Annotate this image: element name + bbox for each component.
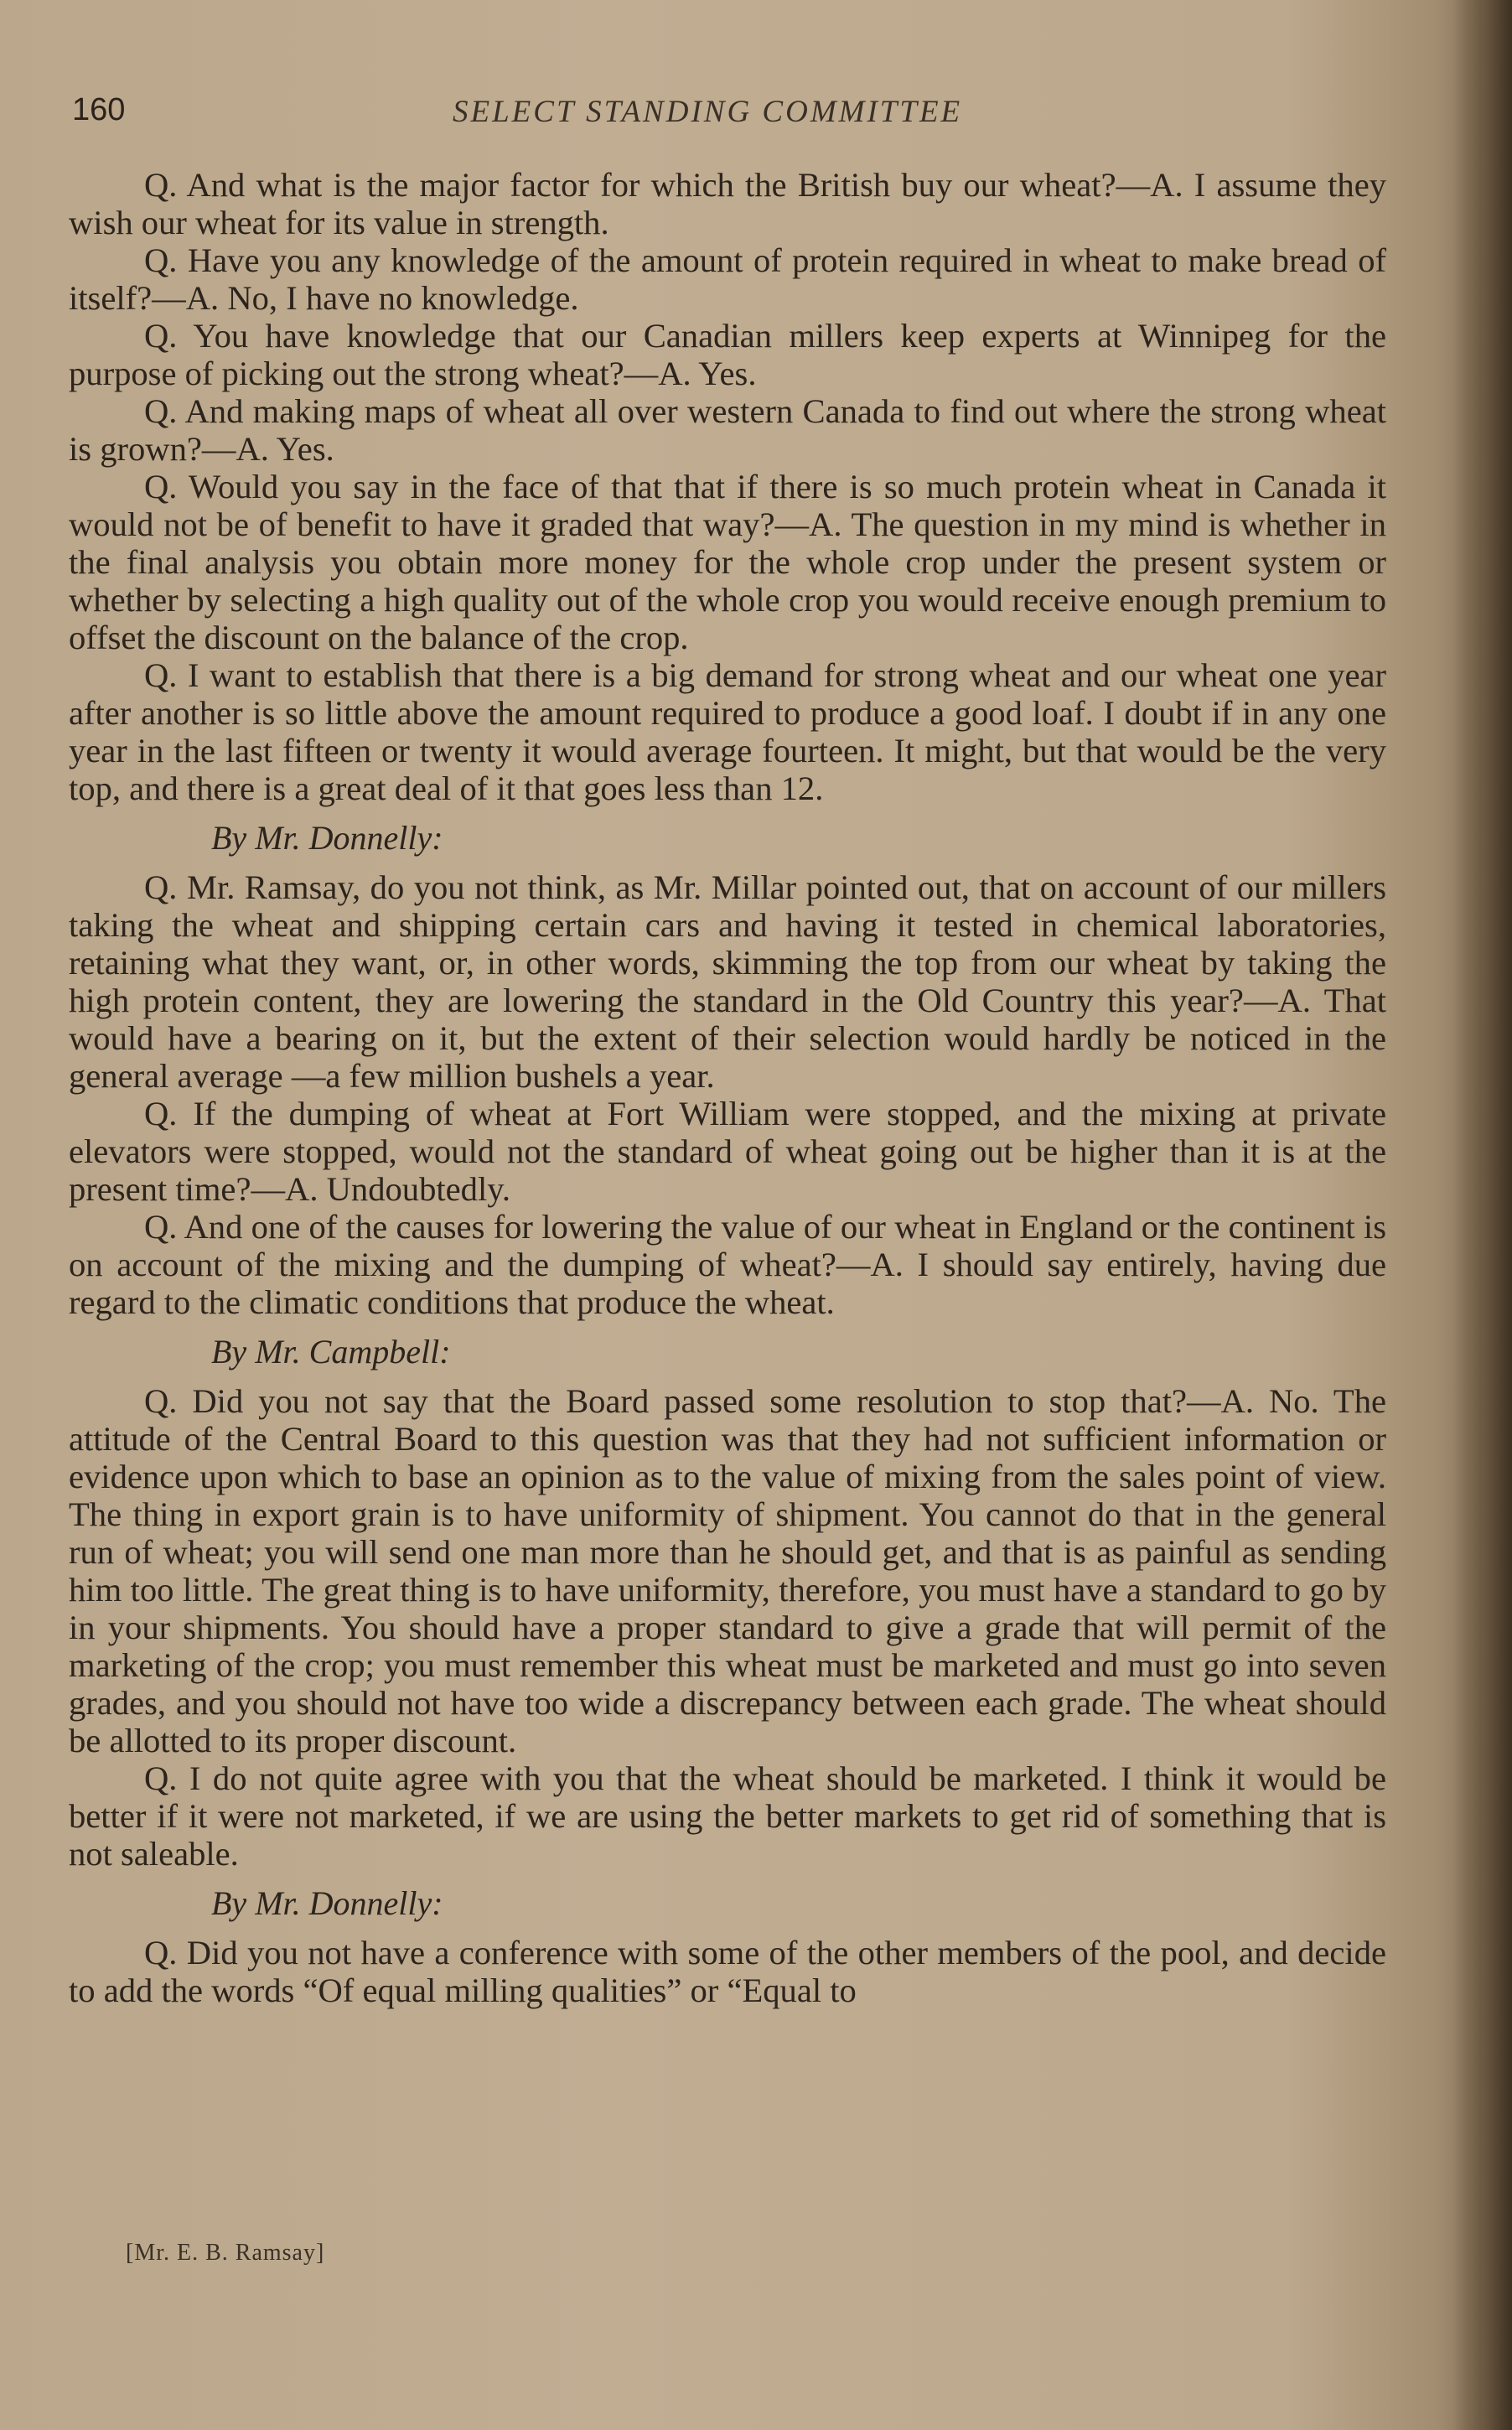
paragraph: Q. And one of the causes for lowering the value of our wheat in England or the continent is on account of the mixing and the dumping of wheat?—A. I should say entirely, having due regard to the climatic conditions that produce the wheat. xyxy=(69,1208,1386,1321)
page-number: 160 xyxy=(72,92,126,127)
running-head: SELECT STANDING COMMITTEE xyxy=(453,95,963,129)
paragraph: Q. I do not quite agree with you that the wheat should be marketed. I think it would be better if it were not marketed, if we are using the better markets to get rid of something that is not saleable. xyxy=(69,1759,1386,1873)
binding-gutter-shadow xyxy=(1453,0,1512,2430)
paragraph: Q. Have you any knowledge of the amount of protein required in wheat to make bread of itself?—A. No, I have no knowledge. xyxy=(69,241,1386,317)
paragraph: Q. Did you not have a conference with some of the other members of the pool, and decide to add the words “Of equal milling qualities” or “Equal to xyxy=(69,1934,1386,2009)
paragraph: Q. And what is the major factor for which the British buy our wheat?—A. I assume they wish our wheat for its value in strength. xyxy=(69,166,1386,241)
paragraph: Q. Would you say in the face of that that if there is so much protein wheat in Canada it would not be of benefit to have it graded that way?—A. The question in my mind is whether in the final analysis you obtain more money for the whole crop under the present system or whether by selecting a high quality out of the whole crop you would receive enough premium to offset the discount on the balance of the crop. xyxy=(69,468,1386,656)
paragraph: Q. If the dumping of wheat at Fort William were stopped, and the mixing at private elevators were stopped, would not the standard of wheat going out be higher than it is at the present time?—A. Undoubtedly. xyxy=(69,1095,1386,1208)
speaker-heading: By Mr. Campbell: xyxy=(211,1333,451,1370)
paragraph: Q. And making maps of wheat all over western Canada to find out where the strong wheat is grown?—A. Yes. xyxy=(69,392,1386,468)
paragraph: Q. Mr. Ramsay, do you not think, as Mr. Millar pointed out, that on account of our millers taking the wheat and shipping certain cars and having it tested in chemical laboratories, retaining what they want, or, in other words, skimming the top from our wheat by taking the high protein content, they are lowering the standard in the Old Country this year?—A. That would have a bearing on it, but the extent of their selection would hardly be noticed in the general average —a few million bushels a year. xyxy=(69,868,1386,1095)
speaker-heading: By Mr. Donnelly: xyxy=(211,1884,443,1922)
witness-credit: [Mr. E. B. Ramsay] xyxy=(126,2240,325,2266)
body-text xyxy=(69,166,1386,2009)
paragraph: Q. Did you not say that the Board passed some resolution to stop that?—A. No. The attitude of the Central Board to this question was that they had not sufficient information or evidence upon which to base an opinion as to the value of mixing from the sales point of view. The thing in export grain is to have uniformity of shipment. You cannot do that in the general run of wheat; you will send one man more than he should get, and that is as painful as sending him too little. The great thing is to have uniformity, therefore, you must have a standard to go by in your shipments. You should have a proper standard to give a grade that will permit of the marketing of the crop; you must remember this wheat must be marketed and must go into seven grades, and you should not have too wide a discrepancy between each grade. The wheat should be allotted to its proper discount. xyxy=(69,1382,1386,1759)
speaker-heading: By Mr. Donnelly: xyxy=(211,819,443,857)
paragraph: Q. You have knowledge that our Canadian millers keep experts at Winnipeg for the purpose of picking out the strong wheat?—A. Yes. xyxy=(69,317,1386,392)
paragraph: Q. I want to establish that there is a big demand for strong wheat and our wheat one year after another is so little above the amount required to produce a good loaf. I doubt if in any one year in the last fifteen or twenty it would average fourteen. It might, but that would be the very top, and there is a great deal of it that goes less than 12. xyxy=(69,656,1386,807)
